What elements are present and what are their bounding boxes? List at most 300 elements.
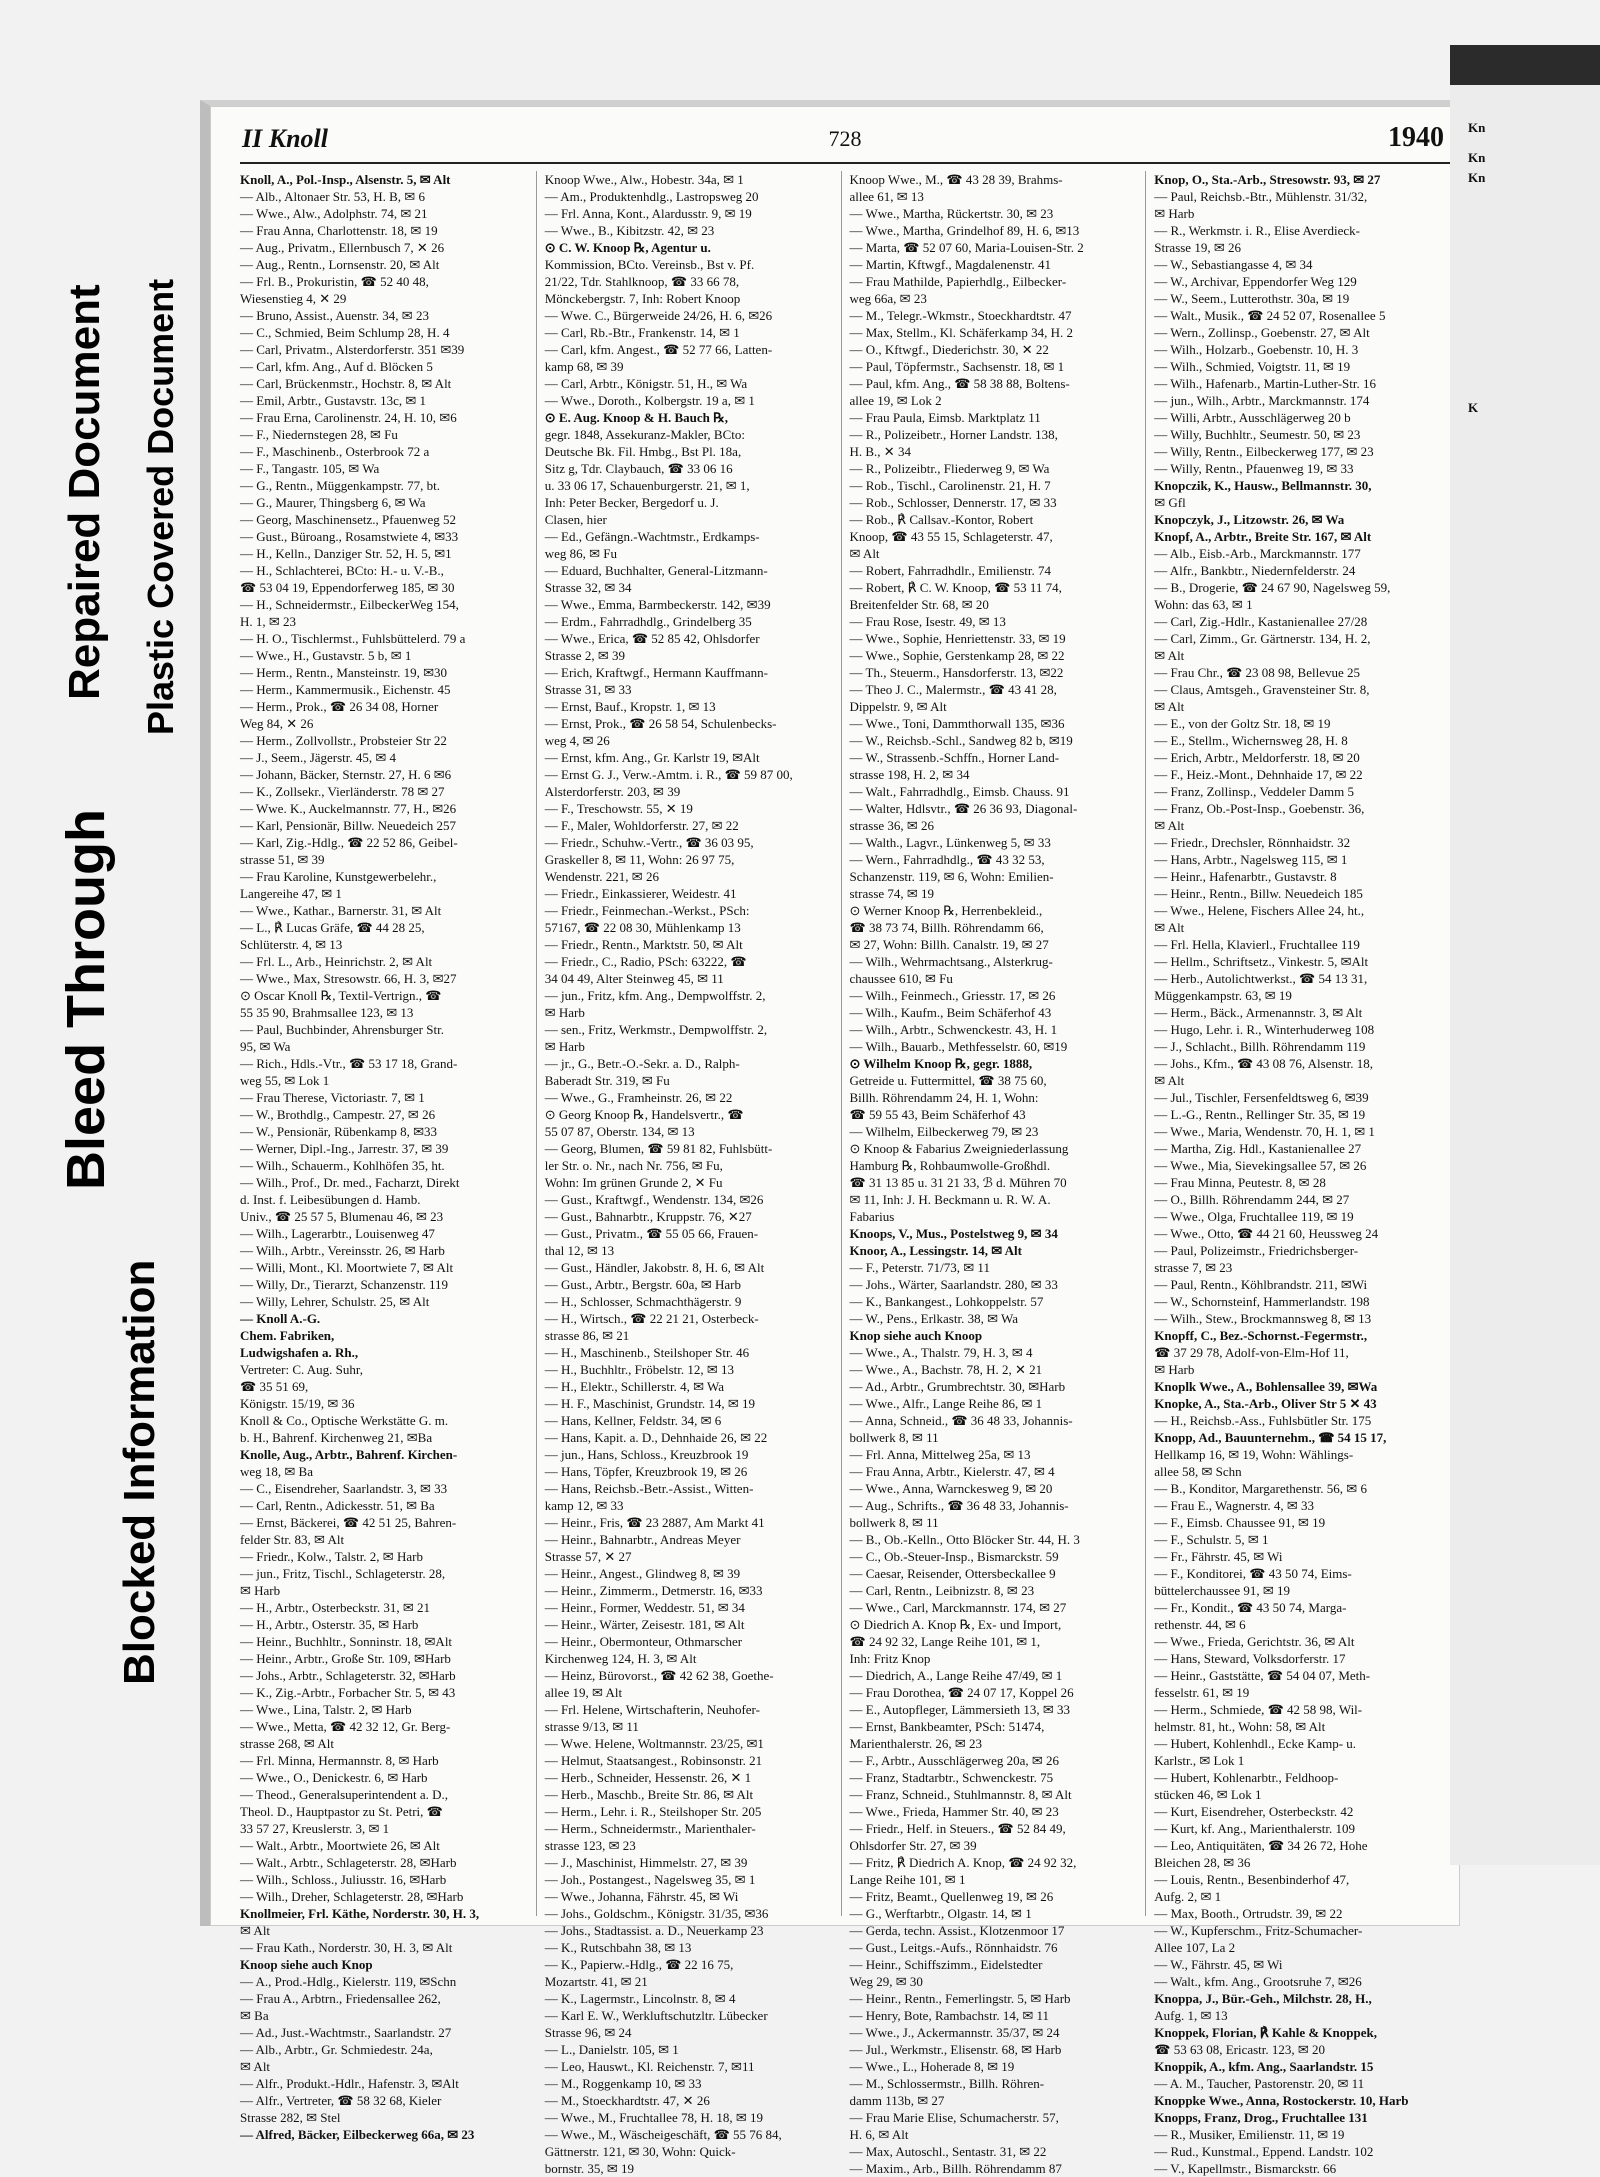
directory-entry: — G., Rentn., Müggenkampstr. 77, bt.	[240, 478, 441, 493]
directory-entry: — Wilh., Prof., Dr. med., Facharzt, Direkt	[240, 1175, 460, 1190]
directory-entry: — Caesar, Reisender, Ottersbeckallee 9	[849, 1566, 1056, 1581]
column-4	[1154, 171, 1450, 2176]
directory-entry: — Herm., Schneidermstr., Marienthaler-	[544, 1821, 756, 1836]
directory-entry: fesselstr. 61, ✉ 19	[1154, 1685, 1250, 1700]
directory-entry: H. 6, ✉ Alt	[849, 2127, 909, 2142]
directory-entry: — Herm., Kammermusik., Eichenstr. 45	[240, 682, 451, 697]
directory-entry: — Walth., Lagvr., Lünkenweg 5, ✉ 33	[849, 835, 1051, 850]
directory-entry: 21/22, Tdr. Stahlknoop, ☎ 33 66 78,	[544, 274, 740, 289]
directory-entry: thal 12, ✉ 13	[544, 1243, 615, 1258]
directory-entry: Aufg. 2, ✉ 1	[1154, 1889, 1222, 1904]
directory-entry: — Frl. Hella, Klavierl., Fruchtallee 119	[1154, 937, 1360, 952]
directory-entry: — Wwe., Doroth., Kolbergstr. 19 a, ✉ 1	[544, 393, 755, 408]
directory-entry: — Wwe., H., Gustavstr. 5 b, ✉ 1	[240, 648, 412, 663]
directory-entry: — Johs., Kfm., ☎ 43 08 76, Alsenstr. 18,	[1154, 1056, 1374, 1071]
directory-entry: ✉ Alt	[1154, 648, 1185, 663]
directory-entry: Hellkamp 16, ✉ 19, Wohn: Wählings-	[1154, 1447, 1354, 1462]
directory-entry: — Alb., Arbtr., Gr. Schmiedestr. 24a,	[240, 2042, 433, 2057]
directory-entry: — Emil, Arbtr., Gustavstr. 13c, ✉ 1	[240, 393, 427, 408]
directory-entry: Weg 29, ✉ 30	[849, 1974, 923, 1989]
directory-entry: ⊙ Knoop & Fabarius Zweigniederlassung	[849, 1141, 1069, 1156]
directory-entry: — Frau Marie Elise, Schumacherstr. 57,	[849, 2110, 1059, 2125]
directory-entry: — O., Kftwgf., Diederichstr. 30, ✕ 22	[849, 342, 1049, 357]
directory-entry: — J., Schlacht., Billh. Röhrendamm 119	[1154, 1039, 1366, 1054]
directory-entry: — Frl. Anna, Kont., Alardusstr. 9, ✉ 19	[544, 206, 752, 221]
directory-entry: — Friedr., C., Radio, PSch: 63222, ☎	[544, 954, 747, 969]
directory-entry: — Wwe. K., Auckelmannstr. 77, H., ✉26	[240, 801, 457, 816]
directory-entry: — Wilh., Feinmech., Griesstr. 17, ✉ 26	[849, 988, 1056, 1003]
directory-entry: — Wwe. Helene, Woltmannstr. 23/25, ✉1	[544, 1736, 764, 1751]
directory-entry: Billh. Röhrendamm 24, H. 1, Wohn:	[849, 1090, 1039, 1105]
directory-entry: kamp 12, ✉ 33	[544, 1498, 624, 1513]
directory-entry: weg 66a, ✉ 23	[849, 291, 927, 306]
directory-entry: — Wwe., Olga, Fruchtallee 119, ✉ 19	[1154, 1209, 1354, 1224]
directory-entry: — W., Archivar, Eppendorfer Weg 129	[1154, 274, 1357, 289]
side-label-bleed: Bleed Through	[56, 809, 116, 1190]
directory-entry: — Joh., Postangest., Nagelsweg 35, ✉ 1	[544, 1872, 756, 1887]
directory-entry: — Wern., Fahrradhdlg., ☎ 43 32 53,	[849, 852, 1045, 867]
directory-entry: Ludwigshafen a. Rh.,	[240, 1345, 359, 1360]
directory-entry: — Wilh., Hafenarb., Martin-Luther-Str. 16	[1154, 376, 1376, 391]
directory-entry: ✉ Alt	[240, 1923, 271, 1938]
directory-entry: strasse 86, ✉ 21	[544, 1328, 630, 1343]
directory-entry: — Hugo, Lehr. i. R., Winterhuderweg 108	[1154, 1022, 1375, 1037]
directory-entry: Knoor, A., Lessingstr. 14, ✉ Alt	[849, 1243, 1022, 1258]
directory-entry: — Wilh., Kaufm., Beim Schäferhof 43	[849, 1005, 1052, 1020]
directory-entry: strasse 36, ✉ 26	[849, 818, 935, 833]
directory-entry: ✉ Alt	[849, 546, 880, 561]
directory-entry: — Frl. Anna, Mittelweg 25a, ✉ 13	[849, 1447, 1031, 1462]
directory-entry: Hamburg ℞, Rohbaumwolle-Großhdl.	[849, 1158, 1051, 1173]
directory-entry: ✉ Harb	[240, 1583, 281, 1598]
directory-entry: Breitenfelder Str. 68, ✉ 20	[849, 597, 989, 612]
directory-entry: — K., Zollsekr., Vierländerstr. 78 ✉ 27	[240, 784, 445, 799]
directory-entry: ✉ Alt	[1154, 920, 1185, 935]
directory-entry: — Aug., Rentn., Lornsenstr. 20, ✉ Alt	[240, 257, 440, 272]
directory-entry: — Wwe., M., Wäscheigeschäft, ☎ 55 76 84,	[544, 2127, 782, 2142]
directory-entry: — Johs., Stadtassist. a. D., Neuerkamp 23	[544, 1923, 764, 1938]
directory-entry: — Franz, Ob.-Post-Insp., Goebenstr. 36,	[1154, 801, 1365, 816]
directory-entry: — K., Rutschbahn 38, ✉ 13	[544, 1940, 692, 1955]
directory-entry: 33 57 27, Kreuslerstr. 3, ✉ 1	[240, 1821, 390, 1836]
directory-entry: — Frau Paula, Eimsb. Marktplatz 11	[849, 410, 1041, 425]
directory-entry: — F., Treschowstr. 55, ✕ 19	[544, 801, 693, 816]
directory-entry: — W., Brothdlg., Campestr. 27, ✉ 26	[240, 1107, 436, 1122]
directory-entry: Strasse 32, ✉ 34	[544, 580, 632, 595]
directory-entry: H. 1, ✉ 23	[240, 614, 297, 629]
directory-entry: — Gust., Privatm., ☎ 55 05 66, Frauen-	[544, 1226, 759, 1241]
directory-entry: — Karl, Zig.-Hdlg., ☎ 22 52 86, Geibel-	[240, 835, 458, 850]
directory-entry: Knopff, C., Bez.-Schornst.-Fegermstr.,	[1154, 1328, 1368, 1343]
directory-entry: — K., Lagermstr., Lincolnstr. 8, ✉ 4	[544, 1991, 736, 2006]
directory-entry: — F., Heiz.-Mont., Dehnhaide 17, ✉ 22	[1154, 767, 1363, 782]
directory-entry: — Eduard, Buchhalter, General-Litzmann-	[544, 563, 768, 578]
directory-entry: Kommission, BCto. Vereinsb., Bst v. Pf.	[544, 257, 755, 272]
directory-entry: — Carl, Brückenmstr., Hochstr. 8, ✉ Alt	[240, 376, 452, 391]
directory-entry: ⊙ Oscar Knoll ℞, Textil-Vertrign., ☎	[240, 988, 442, 1003]
directory-entry: — Hans, Kellner, Feldstr. 34, ✉ 6	[544, 1413, 722, 1428]
directory-entry: — H., Schneidermstr., EilbeckerWeg 154,	[240, 597, 459, 612]
directory-entry: — Alb., Eisb.-Arb., Marckmannstr. 177	[1154, 546, 1361, 561]
adjacent-page-strip	[1450, 45, 1600, 1865]
directory-entry: — Wwe., Frieda, Gerichtstr. 36, ✉ Alt	[1154, 1634, 1355, 1649]
directory-entry: — C., Eisendreher, Saarlandstr. 3, ✉ 33	[240, 1481, 448, 1496]
directory-entry: — Ernst, Prok., ☎ 26 58 54, Schulenbecks-	[544, 716, 777, 731]
directory-entry: weg 86, ✉ Fu	[544, 546, 618, 561]
directory-entry: — Theo J. C., Malermstr., ☎ 43 41 28,	[849, 682, 1057, 697]
directory-entry: — Wilh., Schmied, Voigtstr. 11, ✉ 19	[1154, 359, 1351, 374]
directory-entry: — Georg, Maschinensetz., Pfauenweg 52	[240, 512, 457, 527]
directory-entry: ✉ 27, Wohn: Billh. Canalstr. 19, ✉ 27	[849, 937, 1049, 952]
directory-entry: — Wwe., Martha, Rückertstr. 30, ✉ 23	[849, 206, 1054, 221]
directory-entry: Knoop siehe auch Knop	[240, 1957, 373, 1972]
directory-entry: H. B., ✕ 34	[849, 444, 911, 459]
directory-entry: — W., Sebastiangasse 4, ✉ 34	[1154, 257, 1313, 272]
directory-entry: — Rob., Tischl., Carolinenstr. 21, H. 7	[849, 478, 1051, 493]
directory-entry: — Walt., Arbtr., Moortwiete 26, ✉ Alt	[240, 1838, 440, 1853]
directory-entry: — Max, Stellm., Kl. Schäferkamp 34, H. 2	[849, 325, 1073, 340]
directory-entry: — Gust., Bahnarbtr., Kruppstr. 76, ✕27	[544, 1209, 752, 1224]
directory-entry: — Gust., Leitgs.-Aufs., Rönnhaidstr. 76	[849, 1940, 1058, 1955]
directory-entry: — Wilh., Stew., Brockmannsweg 8, ✉ 13	[1154, 1311, 1372, 1326]
directory-entry: — K., Papierw.-Hdlg., ☎ 22 16 75,	[544, 1957, 734, 1972]
directory-entry: — Ad., Just.-Wachtmstr., Saarlandstr. 27	[240, 2025, 452, 2040]
directory-entry: — Walter, Hdlsvtr., ☎ 26 36 93, Diagonal-	[849, 801, 1078, 816]
directory-page	[200, 100, 1460, 2176]
directory-entry: ⊙ Wilhelm Knoop ℞, gegr. 1888,	[849, 1056, 1033, 1071]
directory-entry: — K., Zig.-Arbtr., Forbacher Str. 5, ✉ 43	[240, 1685, 456, 1700]
directory-entry: — F., Arbtr., Ausschlägerweg 20a, ✉ 26	[849, 1753, 1060, 1768]
directory-entry: — L.-G., Rentn., Rellinger Str. 35, ✉ 19	[1154, 1107, 1366, 1122]
directory-entry: — Ernst, Bäckerei, ☎ 42 51 25, Bahren-	[240, 1515, 457, 1530]
directory-entry: — Frau Dorothea, ☎ 24 07 17, Koppel 26	[849, 1685, 1074, 1700]
directory-entry: — Wwe., Otto, ☎ 44 21 60, Heussweg 24	[1154, 1226, 1379, 1241]
directory-entry: — H., Schlachterei, BCto: H.- u. V.-B.,	[240, 563, 444, 578]
directory-entry: bollwerk 8, ✉ 11	[849, 1430, 939, 1445]
side-label-plastic: Plastic Covered Document	[140, 278, 181, 735]
directory-entry: — Hans, Kapit. a. D., Dehnhaide 26, ✉ 22	[544, 1430, 768, 1445]
directory-entry: ⊙ Werner Knoop ℞, Herrenbekleid.,	[849, 903, 1043, 918]
directory-entry: — Carl, Zig.-Hdlr., Kastanienallee 27/28	[1154, 614, 1368, 629]
directory-entry: — Friedr., Einkassierer, Weidestr. 41	[544, 886, 737, 901]
directory-entry: Wohn: das 63, ✉ 1	[1154, 597, 1253, 612]
directory-entry: — Frau Anna, Charlottenstr. 18, ✉ 19	[240, 223, 438, 238]
directory-entry: — R., Werkmstr. i. R., Elise Averdieck-	[1154, 223, 1360, 238]
directory-entry: ⊙ E. Aug. Knoop & H. Bauch ℞,	[544, 410, 729, 425]
directory-entry: ⊙ Diedrich A. Knop ℞, Ex- und Import,	[849, 1617, 1062, 1632]
directory-entry: Knoll & Co., Optische Werkstätte G. m.	[240, 1413, 449, 1428]
directory-entry: — M., Roggenkamp 10, ✉ 33	[544, 2076, 702, 2091]
directory-entry: — G., Werftarbtr., Olgastr. 14, ✉ 1	[849, 1906, 1032, 1921]
directory-entry: — M., Telegr.-Wkmstr., Stoeckhardtstr. 47	[849, 308, 1072, 323]
directory-entry: gegr. 1848, Assekuranz-Makler, BCto:	[544, 427, 745, 442]
directory-entry: — Erdm., Fahrradhdlg., Grindelberg 35	[544, 614, 752, 629]
directory-entry: — Wilhelm, Eilbeckerweg 79, ✉ 23	[849, 1124, 1039, 1139]
directory-entry: ✉ Alt	[1154, 818, 1185, 833]
directory-entry: — Hans, Reichsb.-Betr.-Assist., Witten-	[544, 1481, 754, 1496]
directory-entry: — Hellm., Schriftsetz., Vinkestr. 5, ✉Alt	[1154, 954, 1369, 969]
directory-entry: ✉ Gfl	[1154, 495, 1186, 510]
directory-entry: — Wwe., Anna, Warnckesweg 9, ✉ 20	[849, 1481, 1053, 1496]
directory-entry: — Gust., Kraftwgf., Wendenstr. 134, ✉26	[544, 1192, 764, 1207]
directory-entry: — Heinr., Buchhltr., Sonninstr. 18, ✉Alt	[240, 1634, 453, 1649]
directory-entry: — H., Schlosser, Schmachthägerstr. 9	[544, 1294, 742, 1309]
directory-entry: — Henry, Bote, Rambachstr. 14, ✉ 11	[849, 2008, 1049, 2023]
directory-entry: — Wwe., Kathar., Barnerstr. 31, ✉ Alt	[240, 903, 442, 918]
directory-entry: ✉ Alt	[1154, 699, 1185, 714]
directory-entry: Knoops, V., Mus., Postelstweg 9, ✉ 34	[849, 1226, 1058, 1241]
directory-entry: — Rob., ℟ Callsav.-Kontor, Robert	[849, 512, 1034, 527]
directory-entry: — Frau Therese, Victoriastr. 7, ✉ 1	[240, 1090, 425, 1105]
directory-entry: — Wilh., Schloss., Juliusstr. 16, ✉Harb	[240, 1872, 447, 1887]
dark-edge-bar	[1450, 45, 1600, 85]
directory-entry: — Fr., Kondit., ☎ 43 50 74, Marga-	[1154, 1600, 1347, 1615]
directory-entry: — W., Reichsb.-Schl., Sandweg 82 b, ✉19	[849, 733, 1073, 748]
directory-entry: — Wwe., Carl, Marckmannstr. 174, ✉ 27	[849, 1600, 1067, 1615]
directory-entry: 55 07 87, Oberstr. 134, ✉ 13	[544, 1124, 695, 1139]
directory-entry: — Hans, Steward, Volksdorferstr. 17	[1154, 1651, 1346, 1666]
directory-entry: — Heinr., Rentn., Femerlingstr. 5, ✉ Harb	[849, 1991, 1071, 2006]
directory-entry: — Heinr., Gaststätte, ☎ 54 04 07, Meth-	[1154, 1668, 1371, 1683]
directory-entry: stücken 46, ✉ Lok 1	[1154, 1787, 1262, 1802]
directory-entry: — jun., Fritz, kfm. Ang., Dempwolffstr. 2,	[544, 988, 766, 1003]
directory-entry: — Friedr., Feinmechan.-Werkst., PSch:	[544, 903, 750, 918]
directory-entry: — Heinr., Bahnarbtr., Andreas Meyer	[544, 1532, 741, 1547]
directory-entry: — Walt., kfm. Ang., Grootsruhe 7, ✉26	[1154, 1974, 1362, 1989]
directory-entry: Königstr. 15/19, ✉ 36	[240, 1396, 355, 1411]
directory-entry: Knolle, Aug., Arbtr., Bahrenf. Kirchen-	[240, 1447, 458, 1462]
directory-entry: Strasse 2, ✉ 39	[544, 648, 625, 663]
directory-entry: — Wwe., G., Framheinstr. 26, ✉ 22	[544, 1090, 733, 1105]
directory-entry: — Heinr., Rentn., Billw. Neuedeich 185	[1154, 886, 1363, 901]
directory-entry: Knopp, Ad., Bauunternehm., ☎ 54 15 17,	[1154, 1430, 1387, 1445]
directory-entry: — Herb., Schneider, Hessenstr. 26, ✕ 1	[544, 1770, 752, 1785]
directory-entry: — Franz, Zollinsp., Veddeler Damm 5	[1154, 784, 1355, 799]
directory-entry: — Frau Mathilde, Papierhdlg., Eilbecker-	[849, 274, 1067, 289]
directory-entry: Gättnerstr. 121, ✉ 30, Wohn: Quick-	[544, 2144, 736, 2159]
directory-entry: — Ernst G. J., Verw.-Amtm. i. R., ☎ 59 87 00,	[544, 767, 793, 782]
directory-entry: — Paul, Buchbinder, Ahrensburger Str.	[240, 1022, 444, 1037]
directory-entry: — Gust., Büroang., Rosamstwiete 4, ✉33	[240, 529, 459, 544]
directory-entry: ☎ 59 55 43, Beim Schäferhof 43	[849, 1107, 1026, 1122]
directory-entry: — Heinr., Obermonteur, Othmarscher	[544, 1634, 743, 1649]
directory-entry: — Wilh., Schauerm., Kohlhöfen 35, ht.	[240, 1158, 445, 1173]
directory-entry: — F., Schulstr. 5, ✉ 1	[1154, 1532, 1269, 1547]
directory-entry: ☎ 31 13 85 u. 31 21 33, ℬ d. Mühren 70	[849, 1175, 1067, 1190]
directory-entry: — Frl. Helene, Wirtschafterin, Neuhofer-	[544, 1702, 760, 1717]
directory-entry: damm 113b, ✉ 27	[849, 2093, 945, 2108]
directory-entry: — Carl, kfm. Angest., ☎ 52 77 66, Latten-	[544, 342, 773, 357]
directory-entry: Knoop, ☎ 43 55 15, Schlageterstr. 47,	[849, 529, 1053, 544]
directory-entry: — O., Billh. Röhrendamm 244, ✉ 27	[1154, 1192, 1350, 1207]
directory-entry: bollwerk 8, ✉ 11	[849, 1515, 939, 1530]
directory-entry: — Am., Produktenhdlg., Lastropsweg 20	[544, 189, 759, 204]
directory-entry: — Th., Steuerm., Hansdorferstr. 13, ✉22	[849, 665, 1064, 680]
directory-entry: — Herm., Rentn., Mansteinstr. 19, ✉30	[240, 665, 447, 680]
directory-entry: — Kurt, kf. Ang., Marienthalerstr. 109	[1154, 1821, 1355, 1836]
directory-entry: — Willy, Dr., Tierarzt, Schanzenstr. 119	[240, 1277, 449, 1292]
directory-entry: — Frau A., Arbtrn., Friedensallee 262,	[240, 1991, 441, 2006]
directory-entry: — Erich, Kraftwgf., Hermann Kauffmann-	[544, 665, 768, 680]
directory-entry: — F., Tangastr. 105, ✉ Wa	[240, 461, 380, 476]
directory-entry: ☎ 38 73 74, Billh. Röhrendamm 66,	[849, 920, 1044, 935]
year-label: 1940	[1388, 122, 1444, 153]
directory-entry: d. Inst. f. Leibesübungen d. Hamb.	[240, 1192, 421, 1207]
directory-entry: — Ed., Gefängn.-Wachtmstr., Erdkamps-	[544, 529, 760, 544]
directory-entry: — Leo, Hauswt., Kl. Reichenstr. 7, ✉11	[544, 2059, 755, 2074]
directory-entry: — Herb., Autolichtwerkst., ☎ 54 13 31,	[1154, 971, 1368, 986]
directory-entry: — Wwe., Martha, Grindelhof 89, H. 6, ✉13	[849, 223, 1080, 238]
directory-entry: felder Str. 83, ✉ Alt	[240, 1532, 345, 1547]
directory-entry: — Herm., Zollvollstr., Probsteier Str 22	[240, 733, 447, 748]
directory-entry: Knoppa, J., Bür.-Geh., Milchstr. 28, H.,	[1154, 1991, 1372, 2006]
directory-entry: Sitz g, Tdr. Claybauch, ☎ 33 06 16	[544, 461, 733, 476]
directory-entry: Inh: Peter Becker, Bergedorf u. J.	[544, 495, 719, 510]
directory-entry: ☎ 37 29 78, Adolf-von-Elm-Hof 11,	[1154, 1345, 1349, 1360]
directory-entry: ✉ Harb	[544, 1039, 585, 1054]
directory-entry: — Frl. L., Arb., Heinrichstr. 2, ✉ Alt	[240, 954, 433, 969]
directory-entry: — L., ℟ Lucas Gräfe, ☎ 44 28 25,	[240, 920, 425, 935]
directory-entry: Mozartstr. 41, ✉ 21	[544, 1974, 648, 1989]
directory-entry: — jun., Hans, Schloss., Kreuzbrook 19	[544, 1447, 749, 1462]
directory-entry: weg 4, ✉ 26	[544, 733, 610, 748]
directory-entry: u. 33 06 17, Schauenburgerstr. 21, ✉ 1,	[544, 478, 750, 493]
directory-entry: — Frau Anna, Arbtr., Kielerstr. 47, ✉ 4	[849, 1464, 1055, 1479]
directory-entry: — Franz, Stadtarbtr., Schwenckestr. 75	[849, 1770, 1054, 1785]
directory-entry: — Jul., Werkmstr., Elisenstr. 68, ✉ Harb	[849, 2042, 1062, 2057]
directory-entry: Fabarius	[849, 1209, 895, 1224]
directory-entry: — Johs., Goldschm., Königstr. 31/35, ✉36	[544, 1906, 769, 1921]
directory-entry: — Wwe., A., Bachstr. 78, H. 2, ✕ 21	[849, 1362, 1043, 1377]
directory-entry: — Ernst, kfm. Ang., Gr. Karlstr 19, ✉Alt	[544, 750, 760, 765]
directory-entry: Aufg. 1, ✉ 13	[1154, 2008, 1228, 2023]
directory-entry: weg 18, ✉ Ba	[240, 1464, 313, 1479]
directory-entry: — R., Polizeibtr., Fliederweg 9, ✉ Wa	[849, 461, 1050, 476]
directory-entry: Knoop Wwe., M., ☎ 43 28 39, Brahms-	[849, 172, 1063, 187]
directory-entry: weg 55, ✉ Lok 1	[240, 1073, 330, 1088]
directory-entry: — Johann, Bäcker, Sternstr. 27, H. 6 ✉6	[240, 767, 452, 782]
directory-entry: strasse 74, ✉ 19	[849, 886, 935, 901]
directory-entry: — Willi, Arbtr., Ausschlägerweg 20 b	[1154, 410, 1351, 425]
directory-entry: — Rob., Schlosser, Dennerstr. 17, ✉ 33	[849, 495, 1057, 510]
directory-entry: Allee 107, La 2	[1154, 1940, 1236, 1955]
directory-entry: — Johs., Arbtr., Schlageterstr. 32, ✉Harb	[240, 1668, 456, 1683]
directory-entry: Dippelstr. 9, ✉ Alt	[849, 699, 947, 714]
directory-entry: — Wwe., Maria, Wendenstr. 70, H. 1, ✉ 1	[1154, 1124, 1375, 1139]
directory-entry: — Claus, Amtsgeh., Gravensteiner Str. 8,	[1154, 682, 1370, 697]
directory-entry: — W., Schornsteinf, Hammerlandstr. 198	[1154, 1294, 1370, 1309]
directory-entry: Strasse 282, ✉ Stel	[240, 2110, 341, 2125]
directory-entry: — Heinr., Hafenarbtr., Gustavstr. 8	[1154, 869, 1337, 884]
directory-entry: — Wwe. C., Bürgerweide 24/26, H. 6, ✉26	[544, 308, 773, 323]
directory-entry: — Leo, Antiquitäten, ☎ 34 26 72, Hohe	[1154, 1838, 1368, 1853]
directory-entry: Lange Reihe 101, ✉ 1	[849, 1872, 966, 1887]
directory-entry: — Karl E. W., Werkluftschutzltr. Lübecker	[544, 2008, 768, 2023]
directory-entry: rethenstr. 44, ✉ 6	[1154, 1617, 1246, 1632]
directory-entry: — Wilh., Lagerarbtr., Louisenweg 47	[240, 1226, 435, 1241]
directory-entry: — Frau Minna, Peutestr. 8, ✉ 28	[1154, 1175, 1326, 1190]
directory-entry: Knopf, A., Arbtr., Breite Str. 167, ✉ Alt	[1154, 529, 1372, 544]
directory-entry: — Gust., Arbtr., Bergstr. 60a, ✉ Harb	[544, 1277, 742, 1292]
directory-entry: — Martin, Kftwgf., Magdalenenstr. 41	[849, 257, 1051, 272]
directory-entry: Getreide u. Futtermittel, ☎ 38 75 60,	[849, 1073, 1047, 1088]
directory-entry: — Paul, kfm. Ang., ☎ 58 38 88, Boltens-	[849, 376, 1070, 391]
directory-entry: — Paul, Polizeimstr., Friedrichsberger-	[1154, 1243, 1359, 1258]
directory-entry: — Heinr., Schiffszimm., Eidelstedter	[849, 1957, 1043, 1972]
adjacent-page-text: K	[1468, 400, 1479, 415]
directory-entry: Deutsche Bk. Fil. Hmbg., Bst Pl. 18a,	[544, 444, 742, 459]
directory-entry: Wohn: Im grünen Grunde 2, ✕ Fu	[544, 1175, 723, 1190]
directory-entry: ✉ Ba	[240, 2008, 269, 2023]
directory-entry: — Wern., Zollinsp., Goebenstr. 27, ✉ Alt	[1154, 325, 1370, 340]
directory-entry: ☎ 35 51 69,	[240, 1379, 309, 1394]
directory-entry: 57167, ☎ 22 08 30, Mühlenkamp 13	[544, 920, 741, 935]
directory-entry: strasse 7, ✉ 23	[1154, 1260, 1233, 1275]
directory-entry: — H., Buchhltr., Fröbelstr. 12, ✉ 13	[544, 1362, 735, 1377]
directory-entry: — Heinr., Former, Weddestr. 51, ✉ 34	[544, 1600, 745, 1615]
directory-entry: — Rud., Kunstmal., Eppend. Landstr. 102	[1154, 2144, 1374, 2159]
directory-entry: — H., Reichsb.-Ass., Fuhlsbütler Str. 175	[1154, 1413, 1372, 1428]
directory-entry: Knopczyk, J., Litzowstr. 26, ✉ Wa	[1154, 512, 1345, 527]
section-title: II Knoll	[242, 124, 328, 153]
page-content	[240, 116, 1450, 2176]
directory-entry: Mönckebergstr. 7, Inh: Robert Knoop	[544, 291, 741, 306]
directory-entry: — Gerda, techn. Assist., Klotzenmoor 17	[849, 1923, 1065, 1938]
directory-entry: — Carl, Rb.-Btr., Frankenstr. 14, ✉ 1	[544, 325, 740, 340]
directory-entry: — Knoll A.-G.	[240, 1311, 321, 1326]
directory-entry: — Louis, Rentn., Besenbinderhof 47,	[1154, 1872, 1350, 1887]
directory-entry: Strasse 31, ✉ 33	[544, 682, 632, 697]
directory-entry: — Wwe., A., Thalstr. 79, H. 3, ✉ 4	[849, 1345, 1033, 1360]
directory-entry: strasse 123, ✉ 23	[544, 1838, 636, 1853]
directory-entry: — H. F., Maschinist, Grundstr. 14, ✉ 19	[544, 1396, 756, 1411]
directory-entry: Kirchenweg 124, H. 3, ✉ Alt	[544, 1651, 697, 1666]
directory-entry: — Wwe., Mia, Sievekingsallee 57, ✉ 26	[1154, 1158, 1367, 1173]
directory-entry: — Heinr., Wärter, Zeisestr. 181, ✉ Alt	[544, 1617, 745, 1632]
directory-entry: — Heinr., Fris, ☎ 23 2887, Am Markt 41	[544, 1515, 765, 1530]
directory-entry: ☎ 24 92 32, Lange Reihe 101, ✉ 1,	[849, 1634, 1041, 1649]
directory-entry: — L., Danielstr. 105, ✉ 1	[544, 2042, 679, 2057]
directory-entry: — Willy, Buchhltr., Seumestr. 50, ✉ 23	[1154, 427, 1361, 442]
directory-entry: — Alfred, Bäcker, Eilbeckerweg 66a, ✉ 23	[240, 2127, 475, 2142]
directory-entry: — Fr., Fährstr. 45, ✉ Wi	[1154, 1549, 1283, 1564]
directory-entry: — Friedr., Kolw., Talstr. 2, ✉ Harb	[240, 1549, 423, 1564]
directory-entry: — R., Polizeibetr., Horner Landstr. 138,	[849, 427, 1058, 442]
directory-entry: — W., Fährstr. 45, ✉ Wi	[1154, 1957, 1283, 1972]
columns	[240, 171, 1450, 2176]
directory-entry: — Marta, ☎ 52 07 60, Maria-Louisen-Str. 2	[849, 240, 1084, 255]
directory-entry: — Frau Erna, Carolinenstr. 24, H. 10, ✉6	[240, 410, 457, 425]
directory-entry: — Heinr., Zimmerm., Detmerstr. 16, ✉33	[544, 1583, 763, 1598]
directory-entry: — Frau E., Wagnerstr. 4, ✉ 33	[1154, 1498, 1315, 1513]
directory-entry: — Frau Karoline, Kunstgewerbelehr.,	[240, 869, 437, 884]
directory-entry: — Herb., Maschb., Breite Str. 86, ✉ Alt	[544, 1787, 754, 1802]
directory-entry: — H., Wirtsch., ☎ 22 21 21, Osterbeck-	[544, 1311, 759, 1326]
directory-entry: Knoplk Wwe., A., Bohlensallee 39, ✉Wa	[1154, 1379, 1378, 1394]
directory-entry: — Alb., Altonaer Str. 53, H. B, ✉ 6	[240, 189, 425, 204]
directory-entry: — W., Seem., Lutterothstr. 30a, ✉ 19	[1154, 291, 1350, 306]
directory-entry: — Carl, Privatm., Alsterdorferstr. 351 ✉39	[240, 342, 465, 357]
directory-entry: — Walt., Fahrradhdlg., Eimsb. Chauss. 91	[849, 784, 1070, 799]
directory-entry: — K., Bankangest., Lohkoppelstr. 57	[849, 1294, 1044, 1309]
directory-entry: Schlüterstr. 4, ✉ 13	[240, 937, 343, 952]
directory-entry: Clasen, hier	[544, 512, 607, 527]
directory-entry: Ohlsdorfer Str. 27, ✉ 39	[849, 1838, 977, 1853]
directory-entry: Knoppke Wwe., Anna, Rostockerstr. 10, Harb	[1154, 2093, 1409, 2108]
directory-entry: — A., Prod.-Hdlg., Kielerstr. 119, ✉Schn	[240, 1974, 457, 1989]
directory-entry: — Ernst, Bankbeamter, PSch: 51474,	[849, 1719, 1045, 1734]
directory-entry: strasse 268, ✉ Alt	[240, 1736, 334, 1751]
